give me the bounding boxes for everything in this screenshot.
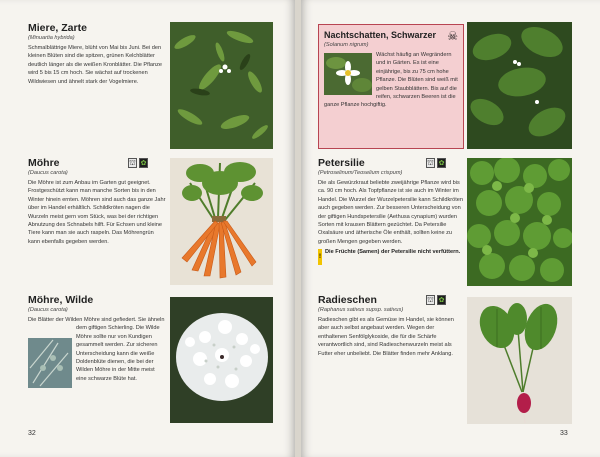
tortoise-badge-icon: ⛫ (427, 159, 434, 167)
entry-latin-name: (Daucus carota) (28, 307, 68, 313)
entry-latin-name: (Raphanus sativus supsp. sativus) (318, 307, 404, 313)
entry-title: Petersilie (318, 157, 365, 169)
entry-title: Miere, Zarte (28, 22, 87, 34)
book-gutter (295, 0, 301, 457)
page-number-right: 33 (560, 430, 568, 437)
skull-crossbones-icon: ☠ (447, 29, 458, 43)
warning-mark-icon: ! (318, 249, 322, 265)
entry-title: Möhre, Wilde (28, 294, 94, 306)
potted-plant-icon: ✿ (140, 160, 147, 167)
entry-text: Radieschen gibt es als Gemüse im Handel, sie können aber auch selbst angebaut werden. Wegen der enthaltenen Senfölglykoside, die für die Schärfe verantwortlich sind, sind Radieschenwurzeln meist als Futter eher unbeliebt. Die Blätter finden mehr Anklang. (318, 317, 454, 357)
photo-miere-zarte (170, 22, 273, 149)
feeding-warning-text: Die Früchte (Samen) der Petersilie nicht verfüttern. (325, 249, 461, 256)
photo-radieschen (467, 297, 572, 424)
photo-nachtschatten (467, 22, 572, 149)
entry-title: Nachtschatten, Schwarzer (324, 30, 437, 40)
suitability-badges (426, 158, 446, 168)
warning-box-nachtschatten (318, 24, 464, 149)
entry-text-span: Wächst häufig an Wegrändern und in Gärten. Es ist eine einjährige, bis zu 75 cm hohe Pflanze. Die Blüten sind weiß mit gelben Staubblättern. Bis auf die reifen, schwarzen Beeren ist die ganze Pflanze hochgiftig. (324, 52, 458, 109)
suitability-badges (128, 158, 148, 168)
photo-moehre-wilde (170, 297, 273, 423)
entry-title: Radieschen (318, 294, 377, 306)
photo-moehre (170, 158, 273, 285)
entry-text: Die Möhre ist zum Anbau im Garten gut geeignet. Frostgeschützt kann man manche Sorten bis in den Winter hinein ernten. Möhren sind auch das ganze Jahr über im Handel erhältlich. Schildkröten nagen die Wurzeln meist gern vom Stück, was bei der richtigen Abnutzung des Schnabels hilft. Für Echsen und kleine Tiere kann man sie auch raspeln. Das Möhrengrün kann ebenfalls gegeben werden. (28, 180, 166, 245)
suitability-badges (426, 295, 446, 305)
feeding-warning (318, 248, 464, 265)
photo-petersilie (467, 158, 572, 286)
entry-latin-name: (Daucus carota) (28, 170, 68, 176)
entry-text-span: Die Blätter der Wilden Möhre sind gefiedert. Sie ähneln dem giftigen Schierling. Die Wilde Möhre sollte nur von Kundigen gesammelt werden. Zur sicheren Unterscheidung kann die weiße Doldenblüte dienen, die bei der Wilden Möhre in der Mitte meist eine schwarze Blüte hat. (28, 317, 165, 382)
potted-plant-icon: ✿ (438, 297, 445, 304)
entry-title: Möhre (28, 157, 60, 169)
entry-text: Die als Gewürzkraut beliebte zweijährige Pflanze wird bis ca. 90 cm hoch. Als Topfpflanze ist sie auch im Winter im Handel. Die Wurzel der Wurzelpetersilie kann Schildkröten auch gegeben werden. Zur besseren Unterscheidung von der giftigen Hundspetersilie (Aethusa cynapium) wurden Sorten mit krausen Blättern gezüchtet. Da Petersilie Oxalsäure und ätherische Öle enthält, sollten keine zu großen Mengen gegeben werden. (318, 180, 463, 245)
tortoise-badge-icon: ⛫ (129, 159, 136, 167)
entry-text (324, 51, 458, 110)
entry-moehre (28, 157, 166, 246)
entry-latin-name: (Petroselinum/Teoselium crispum) (318, 170, 403, 176)
entry-miere-zarte (28, 22, 164, 86)
entry-latin-name: (Solanum nigrum) (324, 42, 369, 48)
potted-plant-icon: ✿ (438, 160, 445, 167)
page-number-left: 32 (28, 430, 36, 437)
entry-petersilie (318, 157, 464, 265)
photo-nachtschatten-flower (324, 53, 372, 95)
entry-latin-name: (Minuartia hybrida) (28, 35, 75, 41)
photo-wilde-moehre-leaves (28, 338, 72, 388)
entry-text: Schmalblättrige Miere, blüht von Mai bis Juni. Bei den kleinen Blüten sind die spitzen, grünen Kelchblätter deutlich länger als die weißen Kronblätter. Die Pflanze wird 5 bis 15 cm hoch. Sie wächst auf trockenen Wildwiesen und ähnelt stark der Vogelmiere. (28, 45, 163, 85)
tortoise-badge-icon: ⛫ (427, 296, 434, 304)
